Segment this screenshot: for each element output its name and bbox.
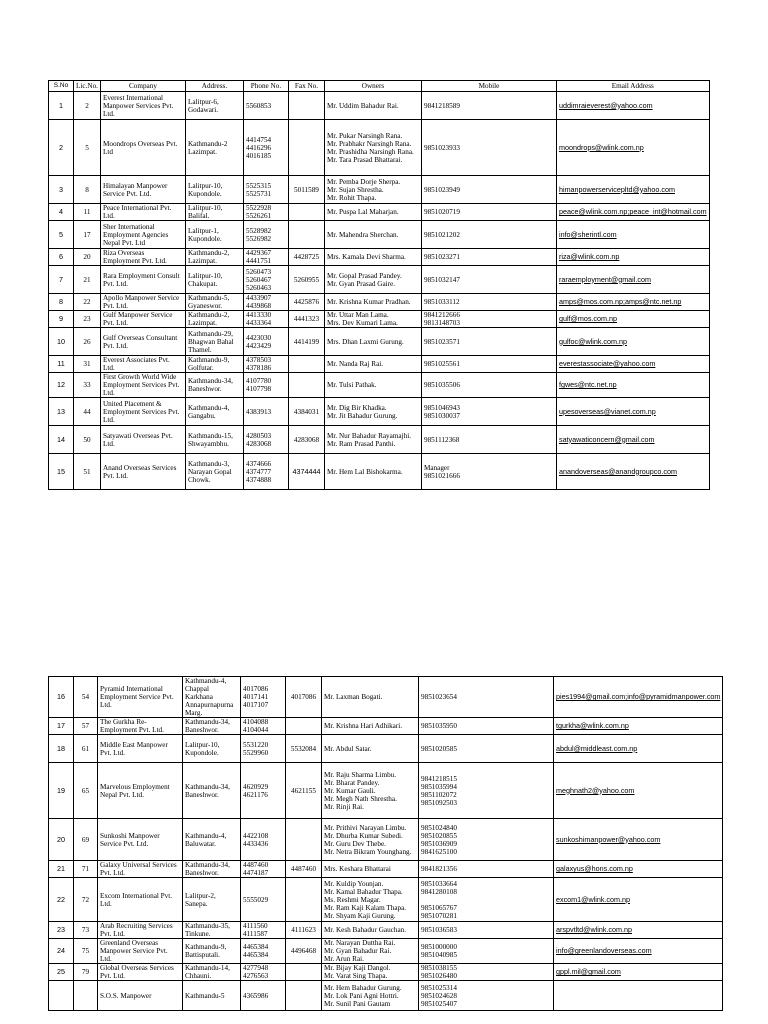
cell-phone: 4107780 4107798 <box>243 373 288 398</box>
cell-owners: Mr. Nanda Raj Rai. <box>324 356 421 373</box>
cell-email-link[interactable]: tgurkha@wlink.com.np <box>554 718 723 735</box>
cell-email-link <box>554 981 723 1011</box>
table-row <box>49 878 723 922</box>
cell-mobile: 9851000000 9851040985 <box>419 939 554 964</box>
cell-company: Excom International Pvt. Ltd. <box>98 878 183 922</box>
cell-address: Kathmandu-2, Lazimpat. <box>185 311 243 328</box>
cell-company: The Gurkha Re- Employment Pvt. Ltd. <box>98 718 183 735</box>
agency-table-2 <box>48 676 723 1011</box>
cell-owners: Mr. Narayan Duttha Rai. Mr. Gyan Bahadur Rai. Mr. Arun Rai. <box>322 939 419 964</box>
cell-email-link[interactable]: amps@mos.com.np;amps@ntc.net.np <box>556 294 709 311</box>
cell-owners: Mr. Prithivi Narayan Limbu. Mr. Dhurba Kumar Subedi. Mr. Guru Dev Thebe. Mr. Netra Bikram Younghang. <box>322 819 419 861</box>
table-row <box>49 454 710 490</box>
cell-address: Kathmandu-5 <box>183 981 241 1011</box>
cell-mobile: 9851036583 <box>419 922 554 939</box>
cell-address: Kathmandu-3, Narayan Gopal Chowk. <box>185 454 243 490</box>
cell-address: Kathmandu-34, Baneshwor. <box>183 861 241 878</box>
cell-email-link[interactable]: moondrops@wlink.com.np <box>556 120 709 176</box>
cell-sno: 3 <box>49 176 74 204</box>
col-header-email: Email Address <box>556 81 709 92</box>
cell-sno: 8 <box>49 294 74 311</box>
cell-sno: 22 <box>49 878 74 922</box>
cell-fax: 4384031 <box>288 398 324 426</box>
cell-fax <box>286 819 322 861</box>
cell-lic: 23 <box>74 311 101 328</box>
cell-owners: Mr. Dig Bir Khadka. Mr. Jit Bahadur Gurung. <box>324 398 421 426</box>
cell-mobile: 9851046943 9851030037 <box>421 398 556 426</box>
cell-mobile: 9851038155 9851026480 <box>419 964 554 981</box>
cell-mobile: 9841218589 <box>421 92 556 120</box>
cell-phone: 4413330 4433364 <box>243 311 288 328</box>
cell-sno: 12 <box>49 373 74 398</box>
cell-lic: 71 <box>74 861 98 878</box>
cell-mobile: 9851021202 <box>421 221 556 249</box>
cell-address: Lalitpur-6, Godawari. <box>185 92 243 120</box>
cell-owners: Mr. Krishna Hari Adhikari. <box>322 718 419 735</box>
cell-company: Galaxy Universal Services Pvt. Ltd. <box>98 861 183 878</box>
cell-phone: 5522928 5526261 <box>243 204 288 221</box>
cell-email-link[interactable]: gppl.mil@gmail.com <box>554 964 723 981</box>
cell-mobile: 9851033664 9841280108 9851065767 9851070281 <box>419 878 554 922</box>
cell-owners: Mrs. Dhan Laxmi Gurung. <box>324 328 421 356</box>
table-row <box>49 120 710 176</box>
cell-company: Riza Overseas Employment Pvt. Ltd. <box>100 249 185 266</box>
cell-lic: 11 <box>74 204 101 221</box>
cell-owners: Mr. Kesh Bahadur Gauchan. <box>322 922 419 939</box>
table-row <box>49 221 710 249</box>
cell-fax <box>286 964 322 981</box>
cell-email-link[interactable]: riza@wlink.com.np <box>556 249 709 266</box>
table-row <box>49 735 723 763</box>
cell-phone: 5560853 <box>243 92 288 120</box>
cell-owners: Mr. Laxman Bogati. <box>322 677 419 718</box>
cell-lic: 17 <box>74 221 101 249</box>
cell-email-link[interactable]: uddimraieverest@yahoo.com <box>556 92 709 120</box>
cell-company: Moondrops Overseas Pvt. Ltd <box>100 120 185 176</box>
cell-email-link[interactable]: upesoverseas@vianet.com.np <box>556 398 709 426</box>
cell-lic: 22 <box>74 294 101 311</box>
cell-email-link[interactable]: gulfoc@wlink.com.np <box>556 328 709 356</box>
cell-email-link[interactable]: galaxyus@hons.com.np <box>554 861 723 878</box>
cell-phone: 4620929 4621176 <box>241 763 286 819</box>
cell-fax: 4374444 <box>288 454 324 490</box>
cell-address: Kathmandu-9, Golfutar. <box>185 356 243 373</box>
cell-company: Sunkoshi Manpower Service Pvt. Ltd. <box>98 819 183 861</box>
cell-company: Satyawati Overseas Pvt. Ltd. <box>100 426 185 454</box>
cell-phone: 5525315 5525731 <box>243 176 288 204</box>
cell-phone: 4104088 4104044 <box>241 718 286 735</box>
agency-table-1 <box>48 80 710 490</box>
cell-email-link[interactable]: peace@wlink.com.np;peace_int@hotmail.com <box>556 204 709 221</box>
cell-address: Kathmandu-2, Lazimpat. <box>185 249 243 266</box>
cell-mobile: 9851033112 <box>421 294 556 311</box>
cell-phone: 4365986 <box>241 981 286 1011</box>
cell-company: Anand Overseas Services Pvt. Ltd. <box>100 454 185 490</box>
cell-company: Pyramid International Employment Service Pvt. Ltd. <box>98 677 183 718</box>
table-row <box>49 328 710 356</box>
cell-phone: 4378503 4378186 <box>243 356 288 373</box>
cell-email-link[interactable]: arspvtltd@wlink.com.np <box>554 922 723 939</box>
cell-owners: Mr. Kuldip Younjan. Mr. Kamal Bahadur Thapa. Ms. Reshmi Magar. Mr. Ram Kaji Kalam Thapa. Mr. Shyam Kaji Gurung. <box>322 878 419 922</box>
cell-phone: 4414754 4416296 4016185 <box>243 120 288 176</box>
cell-owners: Mr. Hem Bahadur Gurung. Mr. Lok Pani Agni Hottri. Mr. Sunil Pani Gautam <box>322 981 419 1011</box>
cell-fax <box>286 718 322 735</box>
cell-sno: 1 <box>49 92 74 120</box>
cell-owners: Mr. Bijay Kaji Dangol. Mr. Varat Sing Thapa. <box>322 964 419 981</box>
cell-lic: 21 <box>74 266 101 294</box>
cell-mobile: 9841218515 9851035994 9851102072 9851092503 <box>419 763 554 819</box>
cell-owners: Mr. Raju Sharma Limbu. Mr. Bharat Pandey. Mr. Kumar Gauli. Mr. Megh Nath Shrestha. Mr. Rinji Rai. <box>322 763 419 819</box>
cell-mobile: 9851023271 <box>421 249 556 266</box>
table-row <box>49 266 710 294</box>
cell-fax: 5011589 <box>288 176 324 204</box>
cell-email-link[interactable]: sunkoshimanpower@yahoo.com <box>554 819 723 861</box>
cell-lic: 54 <box>74 677 98 718</box>
cell-address: Kathmandu-29, Bhagwan Bahal Thamel. <box>185 328 243 356</box>
cell-phone: 4277948 4276563 <box>241 964 286 981</box>
cell-fax: 4441323 <box>288 311 324 328</box>
cell-phone: 4383913 <box>243 398 288 426</box>
cell-owners: Mr. Tulsi Pathak. <box>324 373 421 398</box>
cell-lic: 31 <box>74 356 101 373</box>
cell-fax <box>286 878 322 922</box>
table-row <box>49 92 710 120</box>
cell-fax: 4428725 <box>288 249 324 266</box>
table-row <box>49 981 723 1011</box>
cell-company: Himalayan Manpower Service Pvt. Ltd. <box>100 176 185 204</box>
cell-address: Kathmandu-34, Baneshwor. <box>183 718 241 735</box>
cell-phone: 4423030 4423429 <box>243 328 288 356</box>
cell-phone: 5528982 5526982 <box>243 221 288 249</box>
cell-company: Arab Recruiting Services Pvt. Ltd. <box>98 922 183 939</box>
cell-fax: 4017086 <box>286 677 322 718</box>
cell-lic: 72 <box>74 878 98 922</box>
cell-owners: Mr. Uddim Bahadur Rai. <box>324 92 421 120</box>
cell-email-link[interactable]: excom1@wlink.com.np <box>554 878 723 922</box>
table-row <box>49 718 723 735</box>
col-header-sno: S.No <box>49 81 74 92</box>
col-header-company: Company <box>100 81 185 92</box>
table-row <box>49 861 723 878</box>
cell-lic: 50 <box>74 426 101 454</box>
cell-fax <box>288 221 324 249</box>
cell-email-link[interactable]: gulf@mos.com.np <box>556 311 709 328</box>
cell-fax <box>288 204 324 221</box>
cell-fax <box>288 92 324 120</box>
cell-owners: Mr. Pemba Dorje Sherpa. Mr. Sujan Shrestha. Mr. Rohit Thapa. <box>324 176 421 204</box>
cell-address: Kathmandu-4, Baluwatar. <box>183 819 241 861</box>
cell-email-link[interactable]: everestassociate@yahoo.com <box>556 356 709 373</box>
cell-mobile: 9851025561 <box>421 356 556 373</box>
cell-address: Lalitpur-1, Kupondole. <box>185 221 243 249</box>
cell-lic: 8 <box>74 176 101 204</box>
table-row <box>49 356 710 373</box>
cell-owners: Mr. Krishna Kumar Pradhan. <box>324 294 421 311</box>
cell-mobile: 9851035506 <box>421 373 556 398</box>
cell-mobile: 9851025314 9851024628 9851025407 <box>419 981 554 1011</box>
table-row <box>49 922 723 939</box>
cell-fax: 4425876 <box>288 294 324 311</box>
cell-lic: 44 <box>74 398 101 426</box>
table-row <box>49 939 723 964</box>
cell-phone: 5555029 <box>241 878 286 922</box>
cell-phone: 4487460 4474187 <box>241 861 286 878</box>
cell-owners: Mr. Abdul Satar. <box>322 735 419 763</box>
cell-mobile: 9851023654 <box>419 677 554 718</box>
cell-address: Lalitpur-10, Balifal. <box>185 204 243 221</box>
cell-owners: Mr. Uttar Man Lama. Mrs. Dev Kumari Lama. <box>324 311 421 328</box>
cell-lic: 75 <box>74 939 98 964</box>
cell-company: Gulf Manpower Service Pvt. Ltd. <box>100 311 185 328</box>
table-row <box>49 204 710 221</box>
cell-sno: 6 <box>49 249 74 266</box>
col-header-phone: Phone No. <box>243 81 288 92</box>
cell-owners: Mr. Nur Bahadur Rayamajhi. Mr. Ram Prasad Panthi. <box>324 426 421 454</box>
cell-phone: 4280503 4283068 <box>243 426 288 454</box>
table-row <box>49 398 710 426</box>
cell-mobile: 9851023571 <box>421 328 556 356</box>
cell-mobile: 9851024840 9851020855 9851036909 9841625100 <box>419 819 554 861</box>
cell-company: First Growth World Wide Employment Services Pvt. Ltd. <box>100 373 185 398</box>
cell-sno: 15 <box>49 454 74 490</box>
cell-mobile: 9841212666 9813148703 <box>421 311 556 328</box>
cell-phone: 4433907 4439868 <box>243 294 288 311</box>
cell-lic: 73 <box>74 922 98 939</box>
cell-address: Lalitpur-10, Kupondole. <box>183 735 241 763</box>
cell-fax <box>288 356 324 373</box>
table-row <box>49 176 710 204</box>
cell-company: Rara Employment Consult Pvt. Ltd. <box>100 266 185 294</box>
cell-email-link[interactable]: pies1994@gmail.com;info@pyramidmanpower.com <box>554 677 723 718</box>
cell-owners: Mr. Hem Lal Bishokarma. <box>324 454 421 490</box>
cell-company: Greenland Overseas Manpower Service Pvt. Ltd. <box>98 939 183 964</box>
table-row <box>49 763 723 819</box>
cell-phone: 4422108 4433436 <box>241 819 286 861</box>
table-row <box>49 819 723 861</box>
cell-lic: 51 <box>74 454 101 490</box>
cell-phone: 4017086 4017141 4017107 <box>241 677 286 718</box>
cell-sno: 23 <box>49 922 74 939</box>
cell-company: Everest Associates Pvt. Ltd. <box>100 356 185 373</box>
cell-address: Kathmandu-34, Baneshwor. <box>185 373 243 398</box>
cell-sno: 25 <box>49 964 74 981</box>
cell-owners: Mr. Pukar Narsingh Rana. Mr. Prabhakr Narsingh Rana. Mr. Prashidha Narsingh Rana. Mr. Tara Prasad Bhattarai. <box>324 120 421 176</box>
cell-fax: 4496468 <box>286 939 322 964</box>
cell-email-link[interactable]: info@greenlandoverseas.com <box>554 939 723 964</box>
cell-fax <box>288 373 324 398</box>
cell-phone: 5260473 5260467 5260463 <box>243 266 288 294</box>
cell-company: Gulf Overseas Consultant Pvt. Ltd. <box>100 328 185 356</box>
cell-fax: 5260955 <box>288 266 324 294</box>
cell-fax: 4283068 <box>288 426 324 454</box>
cell-sno: 4 <box>49 204 74 221</box>
table-row <box>49 311 710 328</box>
cell-sno: 17 <box>49 718 74 735</box>
cell-company: Everest International Manpower Services Pvt. Ltd. <box>100 92 185 120</box>
cell-email-link[interactable]: raraemployment@gmail.com <box>556 266 709 294</box>
cell-email-link[interactable]: info@sherintl.com <box>556 221 709 249</box>
cell-owners: Mr. Gopal Prasad Pandey. Mr. Gyan Prasad Gaire. <box>324 266 421 294</box>
cell-mobile: Manager 9851021666 <box>421 454 556 490</box>
cell-address: Lalitpur-2, Sanepa. <box>183 878 241 922</box>
cell-email-link[interactable]: fgwes@ntc.net.np <box>556 373 709 398</box>
cell-fax: 4414199 <box>288 328 324 356</box>
cell-address: Kathmandu-14, Chhauni. <box>183 964 241 981</box>
cell-company: United Placement & Employment Services Pvt. Ltd. <box>100 398 185 426</box>
cell-email-link[interactable]: anandoverseas@anandgroupco.com <box>556 454 709 490</box>
cell-sno: 16 <box>49 677 74 718</box>
cell-email-link[interactable]: abdul@middleast.com.np <box>554 735 723 763</box>
cell-lic: 79 <box>74 964 98 981</box>
col-header-mobile: Mobile <box>421 81 556 92</box>
cell-sno: 9 <box>49 311 74 328</box>
cell-phone: 5531220 5529960 <box>241 735 286 763</box>
cell-mobile: 9851023933 <box>421 120 556 176</box>
cell-address: Lalitpur-10, Chakupat. <box>185 266 243 294</box>
cell-mobile: 9851112368 <box>421 426 556 454</box>
cell-mobile: 9851020719 <box>421 204 556 221</box>
table-row <box>49 677 723 718</box>
table-row <box>49 249 710 266</box>
cell-fax <box>286 981 322 1011</box>
cell-sno: 11 <box>49 356 74 373</box>
cell-address: Kathmandu-35, Tinkune. <box>183 922 241 939</box>
cell-lic: 65 <box>74 763 98 819</box>
header-row <box>49 81 710 92</box>
cell-sno: 2 <box>49 120 74 176</box>
cell-sno: 13 <box>49 398 74 426</box>
cell-sno: 20 <box>49 819 74 861</box>
cell-mobile: 9851032147 <box>421 266 556 294</box>
cell-lic: 61 <box>74 735 98 763</box>
cell-company: Sher International Employment Agencies Nepal Pvt. Ltd <box>100 221 185 249</box>
cell-mobile: 9851023949 <box>421 176 556 204</box>
cell-sno: 24 <box>49 939 74 964</box>
cell-owners: Mr. Mahendra Sherchan. <box>324 221 421 249</box>
cell-sno: 19 <box>49 763 74 819</box>
cell-address: Lalitpur-10, Kupondole. <box>185 176 243 204</box>
cell-sno: 21 <box>49 861 74 878</box>
cell-owners: Mrs. Keshara Bhattarai <box>322 861 419 878</box>
cell-lic: 20 <box>74 249 101 266</box>
cell-phone: 4465384 4465384 <box>241 939 286 964</box>
cell-sno: 5 <box>49 221 74 249</box>
cell-lic: 2 <box>74 92 101 120</box>
cell-company: Global Overseas Services Pvt. Ltd. <box>98 964 183 981</box>
cell-fax: 4621155 <box>286 763 322 819</box>
cell-lic: 57 <box>74 718 98 735</box>
col-header-owners: Owners <box>324 81 421 92</box>
cell-fax: 4487460 <box>286 861 322 878</box>
cell-sno <box>49 981 74 1011</box>
cell-email-link[interactable]: himanpowerservicepltd@yahoo.com <box>556 176 709 204</box>
cell-company: Peace International Pvt. Ltd. <box>100 204 185 221</box>
cell-email-link[interactable]: satyawaticoncern@gmail.com <box>556 426 709 454</box>
cell-address: Kathmandu-4, Chappal Karkhana Annapurnapurna Marg. <box>183 677 241 718</box>
cell-sno: 14 <box>49 426 74 454</box>
cell-company: Middle East Manpower Pvt. Ltd. <box>98 735 183 763</box>
table-row <box>49 964 723 981</box>
cell-phone: 4111560 4111587 <box>241 922 286 939</box>
table-row <box>49 294 710 311</box>
cell-sno: 10 <box>49 328 74 356</box>
cell-company: Marvelous Employment Nepal Pvt. Ltd. <box>98 763 183 819</box>
table-row <box>49 373 710 398</box>
cell-owners: Mr. Puspa Lal Maharjan. <box>324 204 421 221</box>
cell-sno: 7 <box>49 266 74 294</box>
cell-mobile: 9841821356 <box>419 861 554 878</box>
cell-lic: 33 <box>74 373 101 398</box>
cell-address: Kathmandu-15, Shwayambhu. <box>185 426 243 454</box>
cell-phone: 4374666 4374777 4374888 <box>243 454 288 490</box>
cell-address: Kathmandu-2 Lazimpat. <box>185 120 243 176</box>
cell-sno: 18 <box>49 735 74 763</box>
col-header-address: Address. <box>185 81 243 92</box>
cell-owners: Mrs. Kamala Devi Sharma. <box>324 249 421 266</box>
cell-company: S.O.S. Manpower <box>98 981 183 1011</box>
cell-fax <box>288 120 324 176</box>
cell-fax: 4111623 <box>286 922 322 939</box>
cell-company: Apollo Manpower Service Pvt. Ltd. <box>100 294 185 311</box>
cell-address: Kathmandu-34, Baneshwor. <box>183 763 241 819</box>
table-row <box>49 426 710 454</box>
cell-lic: 26 <box>74 328 101 356</box>
cell-lic: 69 <box>74 819 98 861</box>
cell-address: Kathmandu-4, Gangabu. <box>185 398 243 426</box>
cell-lic: 5 <box>74 120 101 176</box>
cell-address: Kathmandu-5, Gyaneswor. <box>185 294 243 311</box>
cell-fax: 5532084 <box>286 735 322 763</box>
cell-phone: 4429367 4441751 <box>243 249 288 266</box>
cell-email-link[interactable]: meghnath2@yahoo.com <box>554 763 723 819</box>
cell-mobile: 9851020585 <box>419 735 554 763</box>
cell-mobile: 9851035950 <box>419 718 554 735</box>
col-header-lic: Lic.No. <box>74 81 101 92</box>
cell-address: Kathmandu-9, Battisputali. <box>183 939 241 964</box>
cell-lic <box>74 981 98 1011</box>
col-header-fax: Fax No. <box>288 81 324 92</box>
